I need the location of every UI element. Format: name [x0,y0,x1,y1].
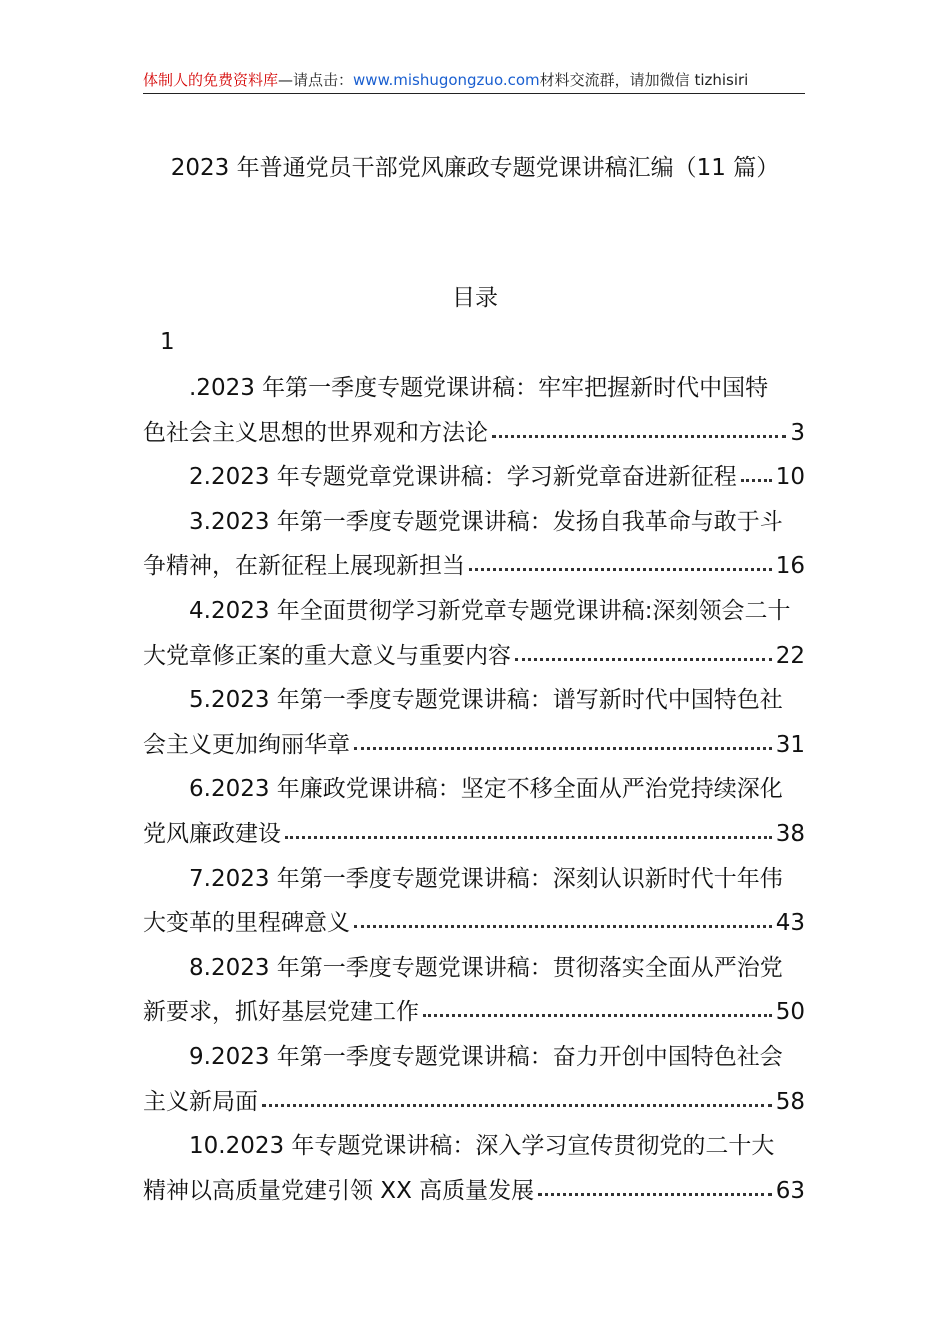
header-divider [143,93,805,94]
toc-entry[interactable] [143,946,805,1035]
toc-entry-title: 5.2023 年第一季度专题党课讲稿：谱写新时代中国特色社 [189,687,783,714]
toc-page-number: 22 [775,642,805,669]
dot-leader [285,836,772,839]
toc-entry-title-cont: 主义新局面 [143,1088,258,1115]
toc-page-number: 43 [775,910,805,937]
toc-page-number: 31 [775,731,805,758]
toc-entry-title: 6.2023 年廉政党课讲稿：坚定不移全面从严治党持续深化 [189,776,783,803]
toc-page-number: 38 [775,820,805,847]
toc-marker: 1 [160,329,175,355]
dot-leader [538,1193,772,1196]
dot-leader [354,747,772,750]
toc-page-number: 10 [775,464,805,491]
dot-leader [492,435,786,438]
toc-entry-title: 8.2023 年第一季度专题党课讲稿：贯彻落实全面从严治党 [189,954,783,981]
toc-entry-title: .2023 年第一季度专题党课讲稿：牢牢把握新时代中国特 [189,375,769,401]
toc-page-number: 16 [775,553,805,580]
toc-entry[interactable] [143,1124,805,1213]
toc-entry[interactable] [143,455,805,500]
toc-entry-title: 10.2023 年专题党课讲稿：深入学习宣传贯彻党的二十大 [189,1133,775,1160]
toc-entry-title-cont: 大变革的里程碑意义 [143,910,350,937]
dot-leader [741,479,772,482]
header-brand: 体制人的免费资料库 [143,71,279,89]
toc-entry[interactable] [143,857,805,946]
toc-entry-title: 7.2023 年第一季度专题党课讲稿：深刻认识新时代十年伟 [189,865,783,892]
toc-entry[interactable] [143,589,805,678]
toc-page-number: 50 [775,999,805,1026]
toc-entry[interactable] [143,767,805,856]
toc-entry-title-cont: 大党章修正案的重大意义与重要内容 [143,642,511,669]
toc-entry[interactable] [143,678,805,767]
toc-entry[interactable] [143,1035,805,1124]
toc-heading: 目录 [452,285,498,311]
dot-leader [262,1104,772,1107]
toc-page-number: 3 [790,419,805,446]
toc-entry-title: 4.2023 年全面贯彻学习新党章专题党课讲稿:深刻领会二十 [189,597,791,624]
document-title: 2023 年普通党员干部党风廉政专题党课讲稿汇编（11 篇） [170,155,780,181]
dot-leader [515,658,772,661]
header-tail: 材料交流群，请加微信 tizhisiri [539,71,749,89]
table-of-contents [143,366,805,1213]
toc-entry-title-cont: 色社会主义思想的世界观和方法论 [143,419,488,446]
header-prompt: —请点击： [278,71,354,89]
dot-leader [469,568,772,571]
toc-entry-title-cont: 精神以高质量党建引领 XX 高质量发展 [143,1177,535,1204]
toc-entry-title-cont: 会主义更加绚丽华章 [143,731,350,758]
header-link[interactable]: www.mishugongzuo.com [353,71,540,89]
toc-entry-title-cont: 党风廉政建设 [143,820,281,847]
toc-page-number: 63 [775,1177,805,1204]
toc-page-number: 58 [775,1088,805,1115]
toc-entry-title: 9.2023 年第一季度专题党课讲稿：奋力开创中国特色社会 [189,1043,783,1070]
toc-entry-title: 3.2023 年第一季度专题党课讲稿：发扬自我革命与敢于斗 [189,508,783,535]
site-header [143,68,805,92]
toc-entry-title: 2.2023 年专题党章党课讲稿：学习新党章奋进新征程 [189,464,737,491]
toc-entry[interactable] [143,500,805,589]
toc-entry-title-cont: 争精神，在新征程上展现新担当 [143,553,465,580]
toc-entry-title-cont: 新要求，抓好基层党建工作 [143,999,419,1026]
dot-leader [354,925,772,928]
dot-leader [423,1014,772,1017]
toc-entry[interactable] [143,366,805,455]
